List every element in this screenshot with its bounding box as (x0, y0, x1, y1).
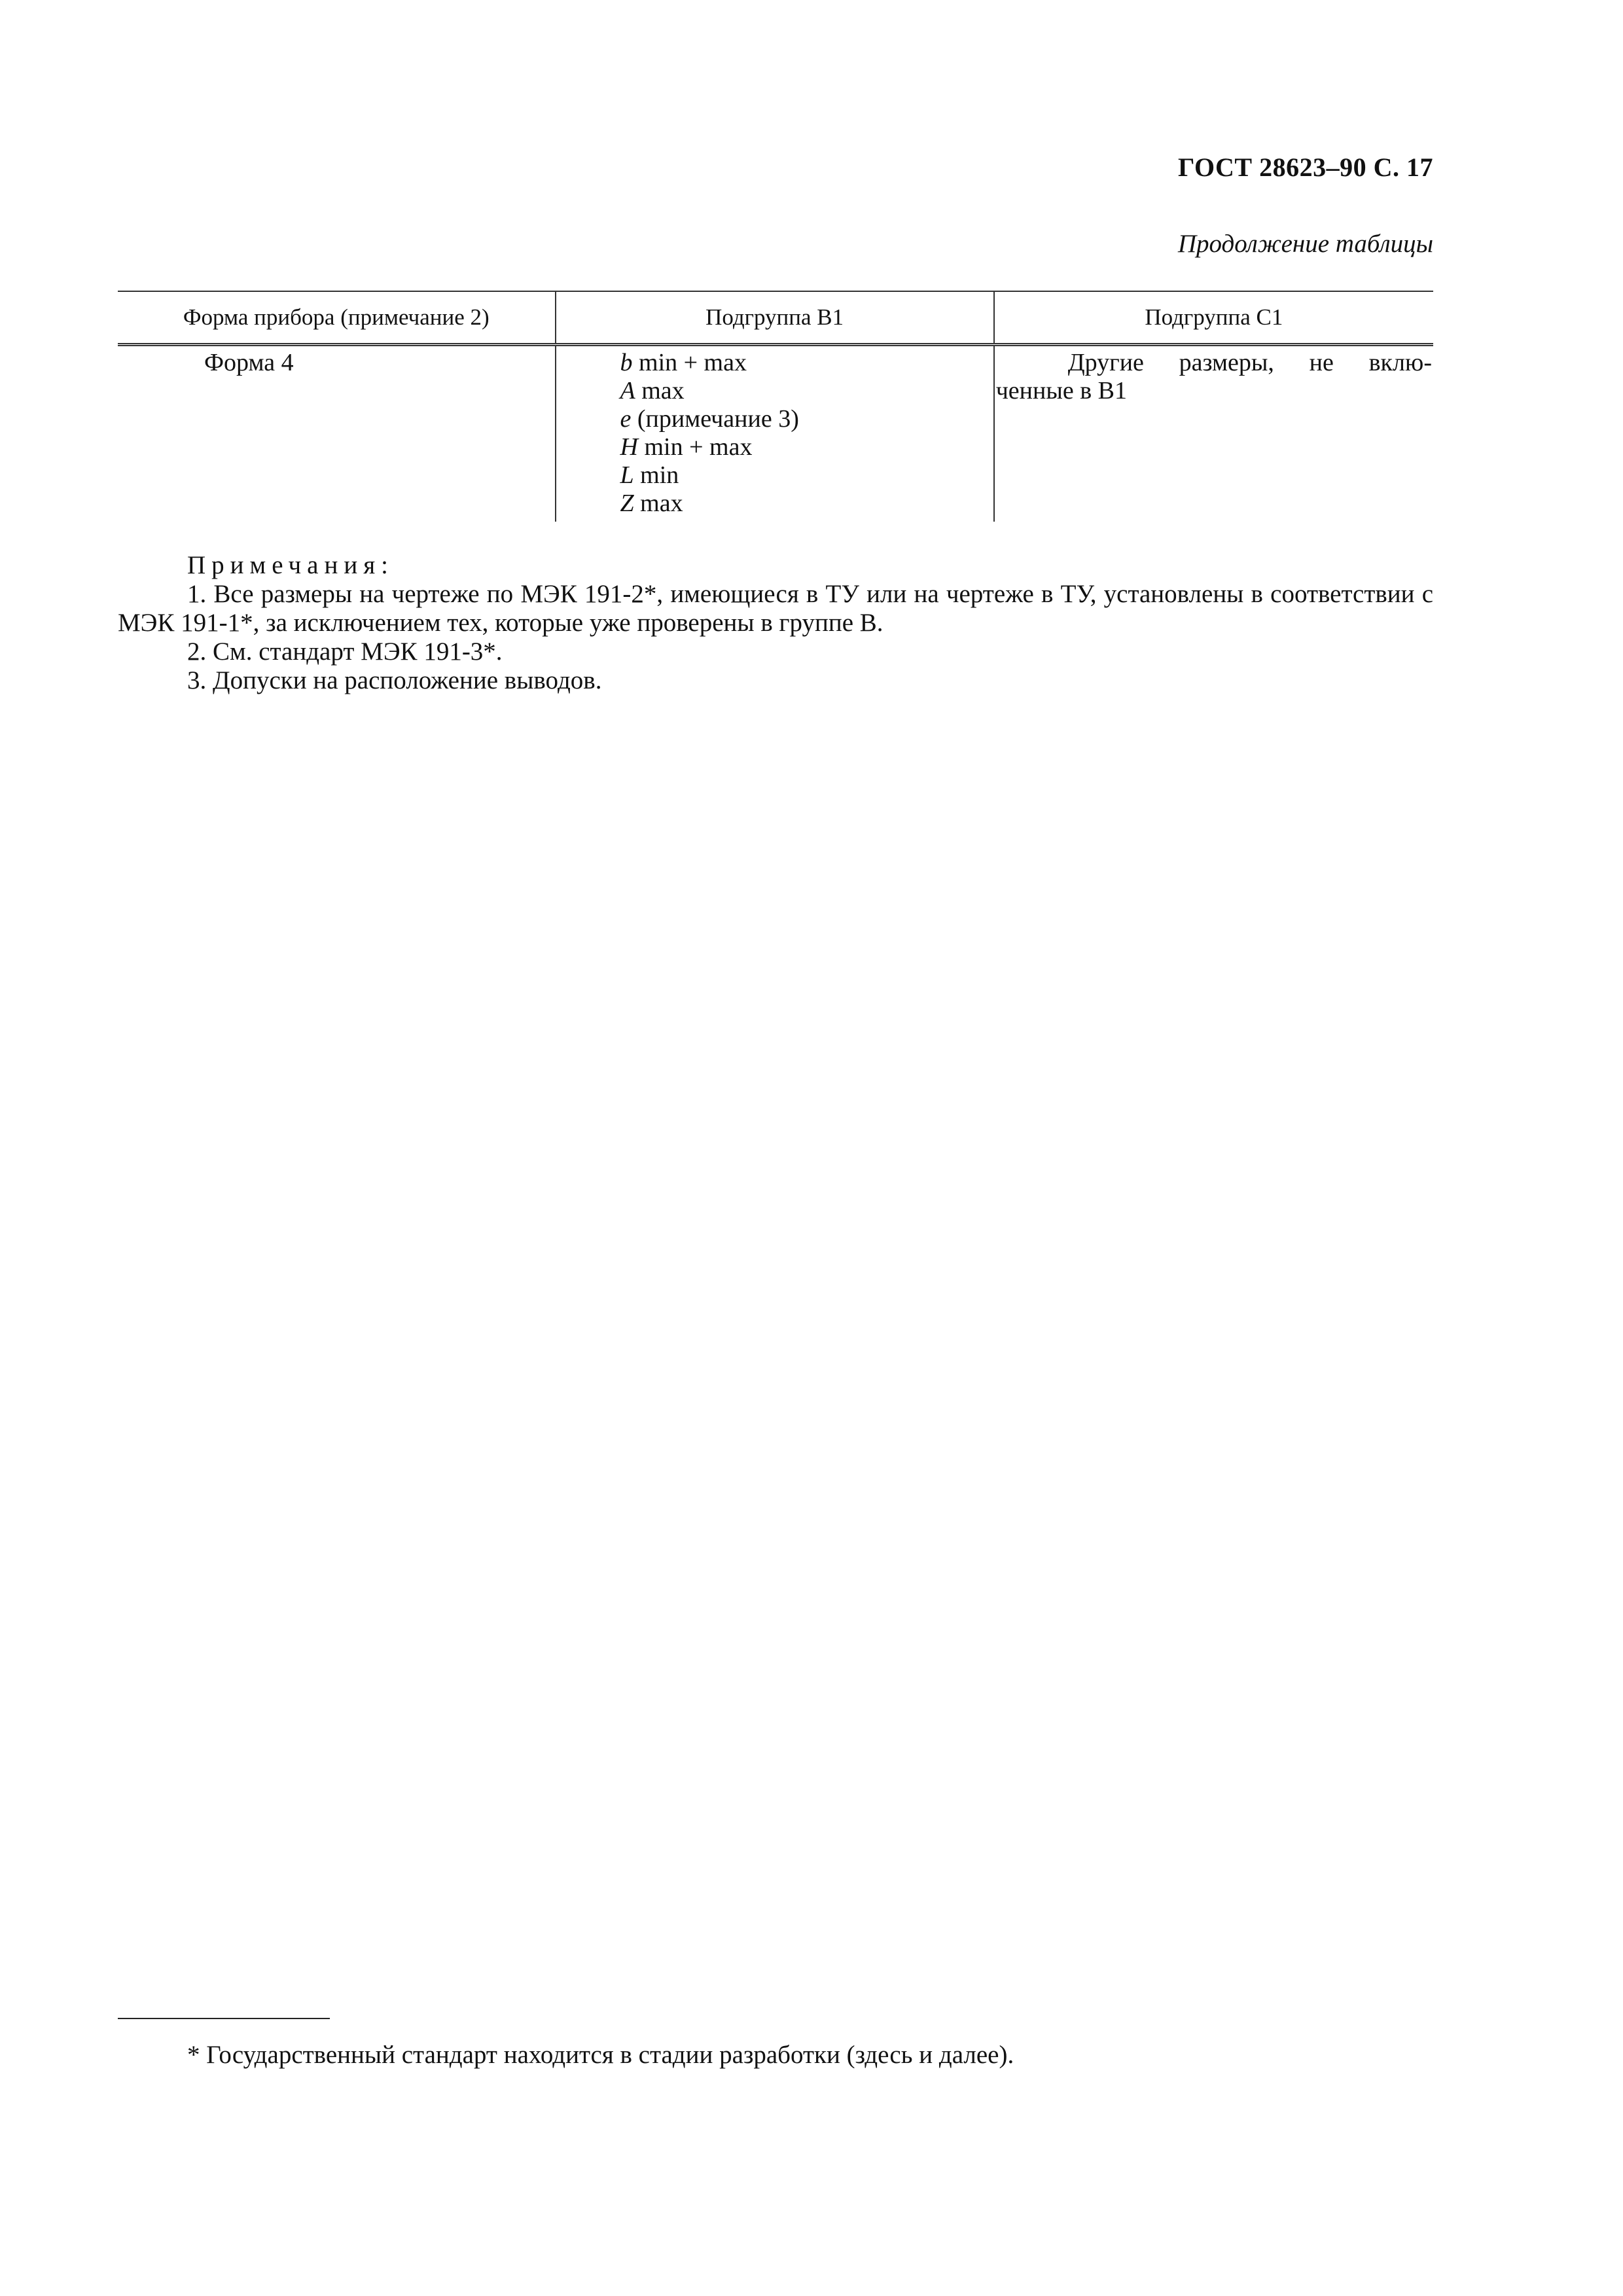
dimension-symbol: A (620, 377, 635, 404)
table-row (118, 345, 1433, 522)
note-item: 1. Все размеры на чертеже по МЭК 191-2*, имеющиеся в ТУ или на чертеже в ТУ, установлены в соответствии с МЭК 191-1*, за исключением тех, которые уже проверены в группе В. (118, 580, 1433, 637)
c1-first-line (996, 349, 1432, 377)
b1-line (620, 405, 993, 433)
notes-section (118, 551, 1433, 695)
dimension-symbol: b (620, 349, 633, 376)
dimension-text: min + max (632, 349, 747, 376)
dimension-text: max (635, 377, 685, 404)
dimension-text: min + max (637, 433, 753, 461)
c1-second-line: ченные в В1 (995, 377, 1128, 404)
c1-word: размеры, (1179, 349, 1274, 376)
b1-line (620, 461, 993, 490)
note-item: 3. Допуски на расположение выводов. (187, 666, 602, 694)
b1-line (620, 433, 993, 461)
c1-word: вклю- (1368, 349, 1432, 376)
notes-title: Примечания: (187, 551, 394, 579)
b1-line (620, 377, 993, 405)
c1-word: Другие (1067, 349, 1144, 376)
column-header-c1: Подгруппа С1 (994, 291, 1433, 345)
requirements-table (118, 291, 1433, 522)
footnote-divider (118, 2018, 330, 2019)
column-header-b1: Подгруппа В1 (556, 291, 994, 345)
column-header-form: Форма прибора (примечание 2) (118, 291, 556, 345)
footnote: * Государственный стандарт находится в стадии разработки (здесь и далее). (187, 2041, 1014, 2069)
note-item: 2. См. стандарт МЭК 191-3*. (187, 637, 503, 666)
dimension-text: min (633, 461, 679, 489)
table-continuation-label: Продолжение таблицы (1177, 230, 1433, 258)
dimension-symbol: e (620, 405, 632, 433)
dimension-symbol: L (620, 461, 634, 489)
b1-cell (556, 345, 994, 522)
dimension-symbol: H (620, 433, 638, 461)
dimension-text: max (633, 490, 683, 517)
c1-cell (994, 345, 1433, 522)
page-header: ГОСТ 28623–90 С. 17 (1177, 152, 1433, 182)
b1-line (620, 490, 993, 518)
form-cell: Форма 4 (204, 349, 294, 376)
dimension-symbol: Z (620, 490, 634, 517)
table-header-row (118, 291, 1433, 345)
dimension-text: (примечание 3) (631, 405, 799, 433)
c1-word: не (1309, 349, 1334, 376)
b1-line (620, 349, 993, 377)
